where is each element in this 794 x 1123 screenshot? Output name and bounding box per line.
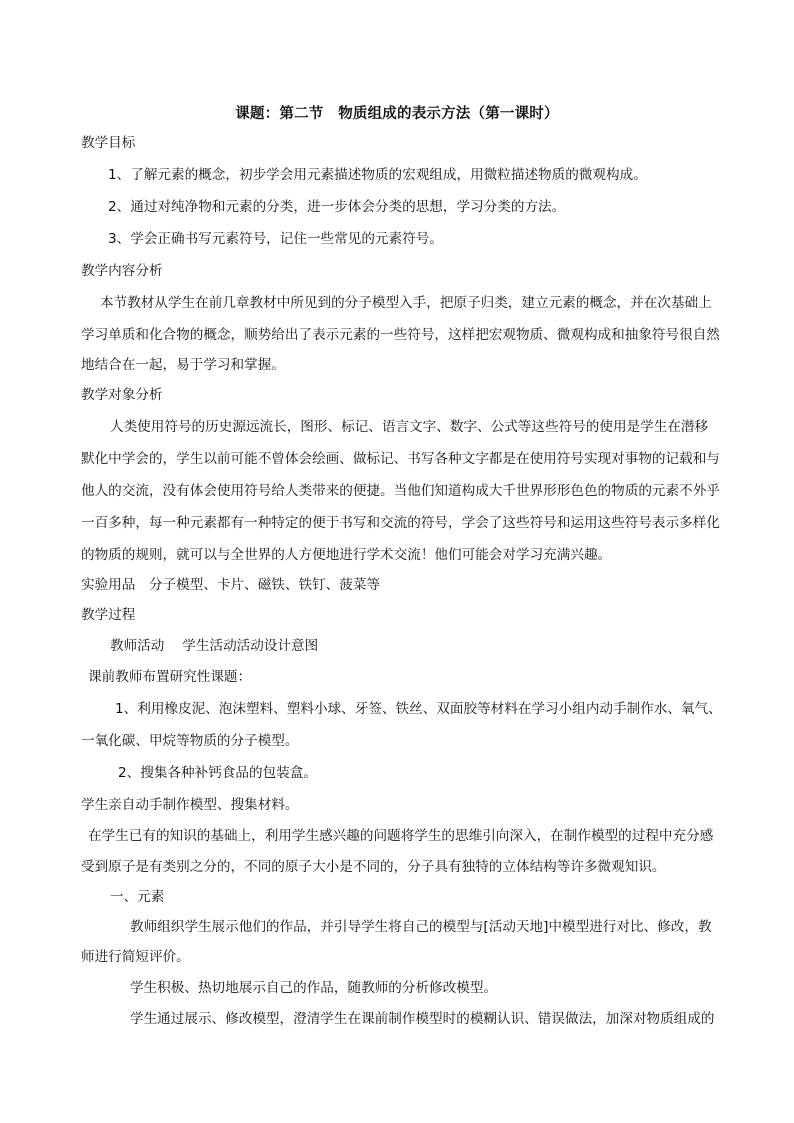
design-intent-line: 受到原子是有类别之分的，不同的原子大小是不同的，分子具有独特的立体结构等许多微观知识。	[81, 859, 666, 875]
teacher-activity-line: 师进行简短评价。	[81, 949, 190, 965]
section-heading-objectives: 教学目标	[81, 135, 136, 151]
section-heading-content-analysis: 教学内容分析	[81, 263, 163, 279]
objective-3: 3、学会正确书写元素符号，记住一些常见的元素符号。	[108, 231, 443, 247]
teacher-activity-line: 教师组织学生展示他们的作品，并引导学生将自己的模型与[活动天地]中模型进行对比、修改，教	[130, 919, 712, 935]
design-intent-line: 学生通过展示、修改模型，澄清学生在课前制作模型时的模糊认识、错误做法，加深对物质组成的	[130, 1011, 715, 1027]
assignment-item-1: 1、利用橡皮泥、泡沫塑料、塑料小球、牙签、铁丝、双面胶等材料在学习小组内动手制作水、氧气、	[115, 701, 722, 717]
content-analysis-line: 本节教材从学生在前几章教材中所见到的分子模型入手，把原子归类，建立元素的概念，并在次基础上	[100, 295, 712, 311]
assignment-item-1-continued: 一氧化碳、甲烷等物质的分子模型。	[81, 733, 299, 749]
design-intent-line: 在学生已有的知识的基础上，利用学生感兴趣的问题将学生的思维引向深入，在制作模型的过程中充分感	[88, 828, 714, 844]
section-heading-elements: 一、元素	[110, 889, 165, 905]
pre-class-assignment: 课前教师布置研究性课题：	[88, 669, 252, 685]
page-title: 课题：第二节 物质组成的表示方法（第一课时）	[235, 106, 559, 122]
content-analysis-line: 学习单质和化合物的概念，顺势给出了表示元素的一些符号，这样把宏观物质、微观构成和抽象符号很自然	[81, 327, 720, 343]
objective-1: 1、了解元素的概念，初步学会用元素描述物质的宏观组成，用微粒描述物质的微观构成。	[108, 167, 647, 183]
assignment-item-2: 2、搜集各种补钙食品的包装盒。	[118, 765, 317, 781]
audience-analysis-line: 的物质的规则，就可以与全世界的人方便地进行学术交流！他们可能会对学习充满兴趣。	[81, 547, 612, 563]
student-activity-line: 学生积极、热切地展示自己的作品，随教师的分析修改模型。	[130, 980, 498, 996]
audience-analysis-line: 他人的交流，没有体会使用符号给人类带来的便捷。当他们知道构成大千世界形形色色的物质的元素不外乎	[81, 483, 720, 499]
audience-analysis-line: 一百多种，每一种元素都有一种特定的便于书写和交流的符号，学会了这些符号和运用这些符号表示多样化	[81, 515, 720, 531]
student-activity: 学生亲自动手制作模型、搜集材料。	[81, 797, 299, 813]
audience-analysis-line: 默化中学会的，学生以前可能不曾体会绘画、做标记、书写各种文字都是在使用符号实现对事物的记载和与	[81, 451, 720, 467]
content-analysis-line: 地结合在一起，易于学习和掌握。	[81, 357, 285, 373]
section-heading-audience-analysis: 教学对象分析	[81, 387, 163, 403]
experiment-materials: 实验用品 分子模型、卡片、磁铁、铁钉、菠菜等	[81, 577, 381, 593]
objective-2: 2、通过对纯净物和元素的分类，进一步体会分类的思想，学习分类的方法。	[108, 199, 566, 215]
process-table-header: 教师活动 学生活动活动设计意图	[110, 638, 319, 654]
audience-analysis-line: 人类使用符号的历史源远流长，图形、标记、语言文字、数字、公式等这些符号的使用是学生在潜移	[110, 419, 709, 435]
section-heading-process: 教学过程	[81, 607, 136, 623]
